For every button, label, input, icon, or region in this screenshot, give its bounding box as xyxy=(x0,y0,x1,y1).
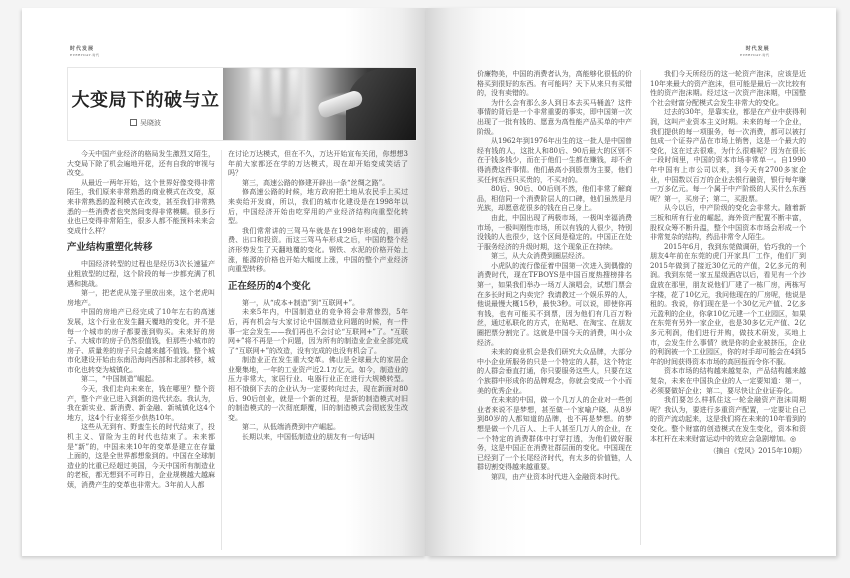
running-head-subtitle: EVERYDAY·时代 xyxy=(70,53,100,57)
right-page xyxy=(426,8,836,556)
paragraph: 今天中国产业经济的格局发生激烈又陌生，大变局下除了机会遍地开花，还有自我的审视与改变。 xyxy=(67,150,215,178)
paragraph: 第四，由产业资本时代进入金融资本时代。 xyxy=(491,472,624,481)
article-author: 吴晓波 xyxy=(140,119,161,127)
paragraph: 从今以后，中产阶级的变化会非常大。随着新三板和所有行业的崛起，海外资产配置不断丰富，股权众筹不断升温，整个中国资本市场会形成一个非常复杂的结构，药品非常令人陌生。 xyxy=(650,204,806,242)
title-block xyxy=(68,68,223,140)
paragraph: 价廉物美，中国的消费者认为，高能够化很低的价格买到很好的东西。有可能吗？天下从来只有买错的，没有卖错的。 xyxy=(477,70,632,98)
author-box-icon xyxy=(130,119,137,126)
paragraph: 在未来的中国，做一个几万人的企业对一些创业者来说不是梦想，甚至做一个家喻户晓、从8岁到80岁的人都知道的品牌，也不再是梦想。的梦想是做一个几百人、上千人甚至几万人的企业，在一个特定的消费群体中打穿打透，为他们做好服务，这是中国正在消费社群层面的变化。中国现在已经到了一个长尾经济时代，有太多的价值链，人群切割变得越来越重要。 xyxy=(477,396,632,472)
paragraph: 小虎队的流行像征着中国第一次进入到偶像的消费时代，现在TFBOYS是中国百度热搜榜排名第一，如果我们举办一场万人演唱会，试想门票会在多长时间之内卖完？我请教过一个娱乐界的人，他说最慢大概15秒，最快3秒。可以说，即使你再有钱，也有可能买不到票，因为他们有几百万粉丝，通过私联化的方式，在贴吧、在淘宝、在朋友圈把票分割完了。这就是中国今天的消费，叫小众经济。 xyxy=(477,261,632,347)
section-heading: 产业结构重塑化转移 xyxy=(67,242,153,254)
paragraph: 第一，把老虎从笼子里放出来，这个老虎叫房地产。 xyxy=(67,289,215,307)
text-column-2 xyxy=(228,150,408,443)
paragraph: 第二，“中国制造”崛起。 xyxy=(81,375,159,384)
paragraph: 我们常常讲的三驾马车就是在1998年形成的，即消费、出口和投资。而这三驾马车形成之后，中国的整个经济形势发生了天翻地覆的变化。钢铁、水泥的价格开始上涨，能源的价格也开始大幅度上涨，中国的整个产业经济向重型转移。 xyxy=(228,226,408,274)
paragraph: 我们要怎么样抓住这一轮金融资产泡沫周期呢？我认为，要进行多重资产配置，一定要让自己的资产流动起来，这是我们将在未来的10年看到的变化。整个财富的创造模式在发生变化，资本和资本杠杆在未来财富运动中的效应会急剧增加。◎ xyxy=(650,396,806,443)
running-head-title: 时代发展 xyxy=(745,46,770,52)
paragraph: 未来5年内，中国制造业的竞争将会非常惨烈，5年后，再有机会与大家讨论中国制造业问题的时候，有一件事一定会发生——我们再也不会讨论“互联网+”了。“互联网+”将不再是一个问题，因为所有的制造业企业全部完成了“互联网+”的改造，没有完成的也没有机会了。 xyxy=(228,308,408,355)
paragraph: 中国经济转型的过程也是经历3次长速猛产业粗放型的过程，这个阶段的每一步都充满了机遇和挑战。 xyxy=(67,260,215,288)
paragraph: 从最近一两年开始，这个世界好像变得非常陌生，我们原来非常熟悉的商业模式在改变，原来非常熟悉的盈利模式在改变，甚至我们非常熟悉的一些消费者也突然间变得非常模糊。很多行业也已变得非常陌生，很多人都不能预料未来会变成什么样？ xyxy=(67,178,215,235)
paragraph: 为什么会有那么多人到日本去买马桶盖？这件事情的背后是一个非常重要的事实，即中国第一次出现了一批有钱的、愿意为高性能产品买单的中产阶级。 xyxy=(477,98,632,136)
paragraph: 2015年6月，我到东莞做调研，恰巧我的一个朋友4年前在东莞的虎门开家具厂工作，他们厂到2015年做到了接近30亿元的产值，2亿多元的利润。我到东莞一家五星级酒店以后，看见有一个沙盘放在那里，朋友说他们厂建了一栋厂房，两栋写字楼，花了10亿元，我问他现在的厂房呢，他说是租的。我说，你们现在是一个30亿元产值、2亿多元盈利的企业，你拿10亿元建一个工业园区，如果在东莞有另外一家企业，也是30多亿元产值、2亿多元利润，他们进行并购，做技术研发，买地上市，会发生什么事情？就是你的企业被挤压，企业的利润被一个工业园区，你的对手却可能会在4到5年的时间获得资本市场的高回报而令你不服。 xyxy=(650,242,806,366)
article-title-banner xyxy=(67,67,417,141)
paragraph: 由此，中国出现了两极市场，一极叫幸福消费市场，一极叫刚性市场，所以有钱的人很少，特别没钱的人也很少，这个区间是稳定的。中国正在处于服务经济的升级时期，这个现象正在持续。 xyxy=(477,213,632,251)
paragraph: 第三，从大众消费到圈层经济。 xyxy=(491,252,589,261)
paragraph: 我们今天所经历的这一轮资产泡沫，应该是近10年来最大的资产泡沫，但可能是最后一次比较有性的资产泡沫期。经过这一次资产泡沫期，中国整个社会财富分配模式会发生非常大的变化。 xyxy=(650,70,806,107)
paragraph: 今天，我们走向未来在，钱在哪里？整个资产，整个产业已进入到新的迭代状态。我认为，我在新实业、新消费、新金融、新城镇化这4个地方，这4个行业将至少供热10年。 xyxy=(67,385,215,422)
paragraph: 第三，高速公路的修建开辟出一条“丝绸之路”。 xyxy=(242,178,390,187)
paragraph: 长期以来，中国低制造业的朋友有一句话叫 xyxy=(242,433,375,442)
paragraph: 第二，从低端消费到中产崛起。 xyxy=(242,423,340,432)
paragraph: 过去的30年，是靠实业，都是在产业中获得利润，这叫产业资本主义时期。未来的每一个企业，我们提供的每一项服务，每一次消费，都可以被打包成一个证券产品在市场上销售，这是一个最大的变化，这在过去很难，为什么很难呢？因为在很长一段时间里，中国的资本市场非常单一。自1990年中国有上市公司以来，到今天有2700多家企业，中国数以百万的企业去银行融资，银行每年赚一万多亿元。每一个属于中产阶级的人买什么东西呢？第一，买房子；第二，买股票。 xyxy=(650,108,806,203)
paragraph: 这些从无到有、野蛮生长的时代结束了，投机主义、冒险为主的时代也结束了。未来都是“新”的，中国未来10年的变革是建立在存量上面的，这是全世界都想象到的。中国在全球制造业的比重已经超过美国，今天中国所有制造业的老板，都无想到不可昨日，企业规模越大越麻烦，消费产生的变革也非常大。3年前人人都 xyxy=(67,423,215,489)
text-column-1 xyxy=(67,150,215,491)
pointing-businessman-photo xyxy=(223,68,416,140)
paragraph: 第一，从“成本+制造”到“互联网+”。 xyxy=(242,298,360,307)
paragraph: 制造业正在发生重大变革。佛山是全球最大的家居企业聚集地，一年的工业资产近2.1万亿元。如今，制造业的压力非常大，家居行业、电器行业正在进行大规模转型。相不饿倒下去的企业认为一定要转向过去，现在新面对80后、90后创业，就是一个新的过程，是新的制造模式对旧的制造模式的一次彻底颠覆，旧的制造模式会彻底发生改变。 xyxy=(228,356,408,422)
column-divider xyxy=(221,150,222,550)
running-head-subtitle: EVERYDAY·时代 xyxy=(740,53,770,57)
paragraph: 80后、90后、00后则不然，他们非常了解商品，相信同一个消费阶层人的口碑，他们虽然是月光族，却愿意花很多的钱在自己身上。 xyxy=(477,185,632,213)
paragraph: 在讨论万达模式，但在不久，万达开始宣布关闭，你想想3年前大家都还在学的万达模式，现在却开始变成笑话了吗？ xyxy=(228,150,408,178)
left-page xyxy=(22,8,426,556)
text-column-4 xyxy=(650,70,806,457)
text-column-3 xyxy=(477,70,632,483)
paragraph: 中国的房地产已经完成了10年左右的高速发展，这个行业在发生翻天覆地的变化，并不是每一个城市的房子都要涨到购买。未来好的房子、大城市的房子仍然很值钱，但那些小城市的房子、质量差的房子只会越来越不值钱。整个城市化建设开始由东南沿海向西部和北部转移，城市化也转变为城镇化。 xyxy=(67,308,215,374)
article-title: 大变局下的破与立 xyxy=(71,90,220,111)
running-head-title: 时代发展 xyxy=(70,46,95,52)
paragraph: 未来的商业机会是我们研究大众品牌，大部分中小企业所服务的只是一个特定的人群，这个特定的人群会垂直打通，你只要服务这些人，只要在这个族群中形成你的品牌观念，你就会变成一个小而美的优秀企业。 xyxy=(477,348,632,395)
source-citation: （摘自《党风》2015年10期） xyxy=(709,447,806,456)
section-heading: 正在经历的4个变化 xyxy=(228,280,311,292)
paragraph: 从1962年到1976年出生的这一批人是中国曾经有钱的人，这批人和80后、90后最大的区别不在于钱多钱少，而在于他们一生都在赚钱，却不舍得消费这件事情。他们最高小到股票为主要，他们买任何东西只买贵的，不买对的。 xyxy=(477,137,632,184)
paragraph: 资本市场的结构越来越复杂，产品结构越来越复杂，未来在中国执企业的人一定要知道：第一，必须要做好企业；第二，要尽快让企业证券化。 xyxy=(650,367,806,395)
author-line xyxy=(68,118,223,128)
running-head-left xyxy=(70,46,100,58)
column-divider xyxy=(640,70,641,545)
paragraph: 修高速公路的时候，地方政府把土地从农民手上买过来卖给开发商，所以，我们的城市化建设是在1998年以后，中国经济开始由吃穿用的产业经济结构向重型化转型。 xyxy=(228,188,408,226)
running-head-right xyxy=(740,46,770,58)
